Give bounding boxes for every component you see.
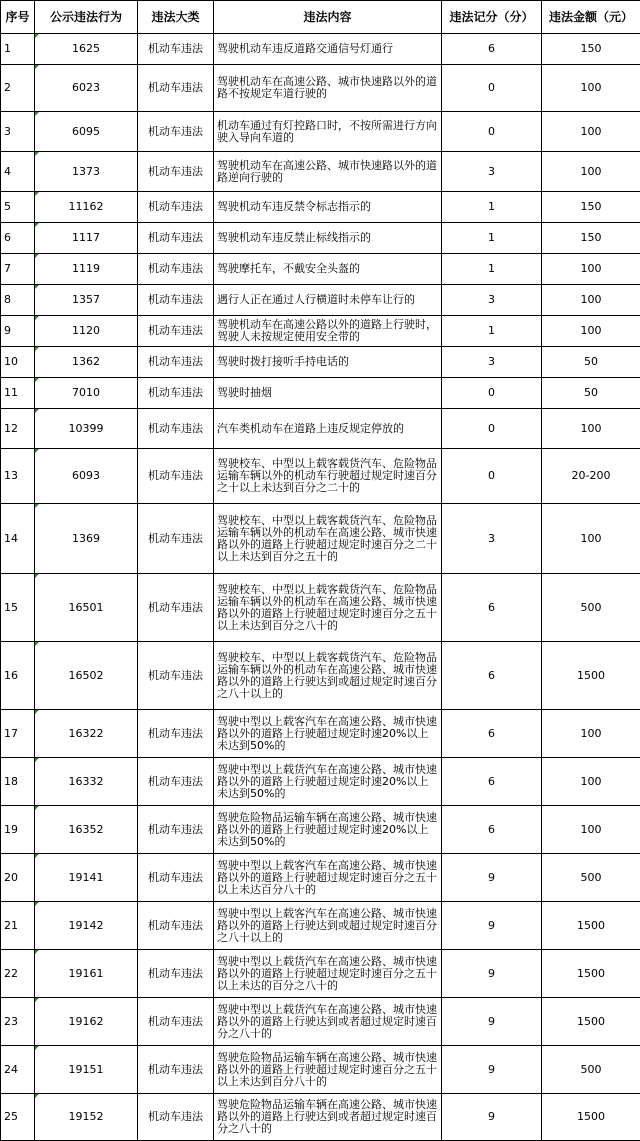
cell-amount: 100 bbox=[542, 504, 640, 574]
cell-code: 1120 bbox=[35, 316, 138, 347]
cell-content: 驾驶危险物品运输车辆在高速公路、城市快速路以外的道路上行驶超过规定时速百分之五十以上未达到百分八十的 bbox=[214, 1046, 442, 1094]
cell-amount: 1500 bbox=[542, 902, 640, 950]
cell-code: 1119 bbox=[35, 254, 138, 285]
cell-code: 16322 bbox=[35, 710, 138, 758]
cell-category: 机动车违法 bbox=[138, 112, 214, 152]
cell-amount: 500 bbox=[542, 574, 640, 642]
cell-content: 汽车类机动车在道路上违反规定停放的 bbox=[214, 409, 442, 449]
cell-amount: 150 bbox=[542, 223, 640, 254]
cell-content: 驾驶危险物品运输车辆在高速公路、城市快速路以外的道路上行驶超过规定时速20%以上未达到50%的 bbox=[214, 806, 442, 854]
cell-code: 1117 bbox=[35, 223, 138, 254]
cell-points: 1 bbox=[442, 254, 542, 285]
header-points: 违法记分（分） bbox=[442, 1, 542, 34]
cell-code: 16501 bbox=[35, 574, 138, 642]
header-seq: 序号 bbox=[1, 1, 35, 34]
cell-seq: 18 bbox=[1, 758, 35, 806]
cell-seq: 15 bbox=[1, 574, 35, 642]
cell-points: 3 bbox=[442, 285, 542, 316]
cell-content: 驾驶机动车违反禁止标线指示的 bbox=[214, 223, 442, 254]
cell-points: 6 bbox=[442, 34, 542, 65]
cell-code: 1369 bbox=[35, 504, 138, 574]
cell-seq: 2 bbox=[1, 65, 35, 112]
cell-seq: 7 bbox=[1, 254, 35, 285]
cell-amount: 150 bbox=[542, 192, 640, 223]
table-header-row bbox=[1, 1, 640, 34]
cell-code: 19142 bbox=[35, 902, 138, 950]
cell-content: 驾驶校车、中型以上载客载货汽车、危险物品运输车辆以外的机动车在高速公路、城市快速路以外的道路上行驶超过规定时速百分之二十以上未达到百分之五十的 bbox=[214, 504, 442, 574]
header-code: 公示违法行为 bbox=[35, 1, 138, 34]
cell-category: 机动车违法 bbox=[138, 758, 214, 806]
table-row bbox=[1, 806, 640, 854]
table-row bbox=[1, 347, 640, 378]
cell-category: 机动车违法 bbox=[138, 285, 214, 316]
table-row bbox=[1, 710, 640, 758]
table-row bbox=[1, 34, 640, 65]
cell-amount: 100 bbox=[542, 409, 640, 449]
table-row bbox=[1, 378, 640, 409]
cell-amount: 100 bbox=[542, 254, 640, 285]
cell-amount: 100 bbox=[542, 806, 640, 854]
cell-category: 机动车违法 bbox=[138, 710, 214, 758]
cell-points: 9 bbox=[442, 1094, 542, 1141]
cell-code: 6093 bbox=[35, 449, 138, 504]
cell-content: 驾驶摩托车，不戴安全头盔的 bbox=[214, 254, 442, 285]
header-content: 违法内容 bbox=[214, 1, 442, 34]
header-category: 违法大类 bbox=[138, 1, 214, 34]
cell-amount: 20-200 bbox=[542, 449, 640, 504]
cell-category: 机动车违法 bbox=[138, 192, 214, 223]
table-row bbox=[1, 152, 640, 192]
cell-content: 驾驶中型以上载客汽车在高速公路、城市快速路以外的道路上行驶达到或超过规定时速百分之八十以上的 bbox=[214, 902, 442, 950]
cell-code: 19151 bbox=[35, 1046, 138, 1094]
cell-category: 机动车违法 bbox=[138, 854, 214, 902]
cell-points: 6 bbox=[442, 806, 542, 854]
cell-content: 驾驶机动车在高速公路以外的道路上行驶时，驾驶人未按规定使用安全带的 bbox=[214, 316, 442, 347]
cell-points: 3 bbox=[442, 152, 542, 192]
cell-amount: 100 bbox=[542, 65, 640, 112]
table-row bbox=[1, 998, 640, 1046]
cell-category: 机动车违法 bbox=[138, 316, 214, 347]
table-row bbox=[1, 950, 640, 998]
cell-content: 驾驶机动车违反禁令标志指示的 bbox=[214, 192, 442, 223]
table-row bbox=[1, 1046, 640, 1094]
cell-code: 1625 bbox=[35, 34, 138, 65]
cell-points: 0 bbox=[442, 378, 542, 409]
cell-points: 6 bbox=[442, 574, 542, 642]
cell-points: 9 bbox=[442, 902, 542, 950]
cell-code: 6095 bbox=[35, 112, 138, 152]
cell-amount: 1500 bbox=[542, 950, 640, 998]
cell-amount: 100 bbox=[542, 758, 640, 806]
cell-amount: 100 bbox=[542, 152, 640, 192]
table-row bbox=[1, 642, 640, 710]
cell-category: 机动车违法 bbox=[138, 254, 214, 285]
cell-code: 1357 bbox=[35, 285, 138, 316]
cell-points: 0 bbox=[442, 112, 542, 152]
cell-content: 驾驶中型以上载货汽车在高速公路、城市快速路以外的道路上行驶超过规定时速20%以上未达到50%的 bbox=[214, 758, 442, 806]
cell-seq: 13 bbox=[1, 449, 35, 504]
cell-points: 0 bbox=[442, 409, 542, 449]
cell-code: 16502 bbox=[35, 642, 138, 710]
cell-seq: 12 bbox=[1, 409, 35, 449]
cell-category: 机动车违法 bbox=[138, 347, 214, 378]
cell-points: 1 bbox=[442, 316, 542, 347]
cell-points: 9 bbox=[442, 998, 542, 1046]
cell-amount: 100 bbox=[542, 316, 640, 347]
cell-content: 驾驶机动车在高速公路、城市快速路以外的道路逆向行驶的 bbox=[214, 152, 442, 192]
table-row bbox=[1, 504, 640, 574]
cell-seq: 25 bbox=[1, 1094, 35, 1141]
cell-content: 驾驶机动车违反道路交通信号灯通行 bbox=[214, 34, 442, 65]
cell-seq: 5 bbox=[1, 192, 35, 223]
cell-content: 驾驶校车、中型以上载客载货汽车、危险物品运输车辆以外的机动车在高速公路、城市快速路以外的道路上行驶达到或超过规定时速百分之八十以上的 bbox=[214, 642, 442, 710]
cell-category: 机动车违法 bbox=[138, 223, 214, 254]
cell-content: 驾驶校车、中型以上载客载货汽车、危险物品运输车辆以外的机动车在高速公路、城市快速路以外的道路上行驶超过规定时速百分之五十以上未达到百分之八十的 bbox=[214, 574, 442, 642]
table-row bbox=[1, 254, 640, 285]
table-row bbox=[1, 449, 640, 504]
cell-points: 0 bbox=[442, 65, 542, 112]
cell-points: 3 bbox=[442, 347, 542, 378]
cell-amount: 50 bbox=[542, 347, 640, 378]
cell-seq: 4 bbox=[1, 152, 35, 192]
cell-category: 机动车违法 bbox=[138, 34, 214, 65]
cell-category: 机动车违法 bbox=[138, 642, 214, 710]
cell-code: 11162 bbox=[35, 192, 138, 223]
cell-category: 机动车违法 bbox=[138, 449, 214, 504]
cell-seq: 24 bbox=[1, 1046, 35, 1094]
cell-category: 机动车违法 bbox=[138, 1094, 214, 1141]
table-row bbox=[1, 902, 640, 950]
cell-amount: 1500 bbox=[542, 642, 640, 710]
cell-points: 0 bbox=[442, 449, 542, 504]
cell-code: 16332 bbox=[35, 758, 138, 806]
cell-amount: 1500 bbox=[542, 998, 640, 1046]
cell-content: 驾驶校车、中型以上载客载货汽车、危险物品运输车辆以外的机动车行驶超过规定时速百分之十以上未达到百分之二十的 bbox=[214, 449, 442, 504]
cell-seq: 8 bbox=[1, 285, 35, 316]
cell-code: 16352 bbox=[35, 806, 138, 854]
cell-points: 9 bbox=[442, 854, 542, 902]
cell-seq: 17 bbox=[1, 710, 35, 758]
cell-content: 驾驶危险物品运输车辆在高速公路、城市快速路以外的道路上行驶达到或者超过规定时速百分之八十的 bbox=[214, 1094, 442, 1141]
table-row bbox=[1, 409, 640, 449]
cell-content: 驾驶中型以上载客汽车在高速公路、城市快速路以外的道路上行驶超过规定时速百分之五十以上未达百分八十的 bbox=[214, 854, 442, 902]
cell-code: 10399 bbox=[35, 409, 138, 449]
cell-content: 驾驶机动车在高速公路、城市快速路以外的道路不按规定车道行驶的 bbox=[214, 65, 442, 112]
cell-seq: 10 bbox=[1, 347, 35, 378]
cell-amount: 100 bbox=[542, 112, 640, 152]
cell-points: 9 bbox=[442, 1046, 542, 1094]
cell-points: 9 bbox=[442, 950, 542, 998]
cell-category: 机动车违法 bbox=[138, 902, 214, 950]
table-row bbox=[1, 192, 640, 223]
cell-seq: 20 bbox=[1, 854, 35, 902]
cell-category: 机动车违法 bbox=[138, 950, 214, 998]
cell-amount: 100 bbox=[542, 285, 640, 316]
cell-code: 19161 bbox=[35, 950, 138, 998]
table-row bbox=[1, 758, 640, 806]
cell-amount: 500 bbox=[542, 1046, 640, 1094]
cell-content: 遇行人正在通过人行横道时未停车让行的 bbox=[214, 285, 442, 316]
cell-amount: 1500 bbox=[542, 1094, 640, 1141]
cell-seq: 21 bbox=[1, 902, 35, 950]
cell-seq: 22 bbox=[1, 950, 35, 998]
cell-code: 19141 bbox=[35, 854, 138, 902]
cell-seq: 19 bbox=[1, 806, 35, 854]
cell-seq: 1 bbox=[1, 34, 35, 65]
cell-category: 机动车违法 bbox=[138, 574, 214, 642]
cell-content: 机动车通过有灯控路口时，不按所需进行方向驶入导向车道的 bbox=[214, 112, 442, 152]
cell-code: 19152 bbox=[35, 1094, 138, 1141]
cell-code: 1362 bbox=[35, 347, 138, 378]
cell-category: 机动车违法 bbox=[138, 806, 214, 854]
cell-content: 驾驶中型以上载货汽车在高速公路、城市快速路以外的道路上行驶达到或者超过规定时速百分之八十的 bbox=[214, 998, 442, 1046]
cell-category: 机动车违法 bbox=[138, 152, 214, 192]
cell-seq: 9 bbox=[1, 316, 35, 347]
cell-points: 6 bbox=[442, 710, 542, 758]
cell-category: 机动车违法 bbox=[138, 378, 214, 409]
cell-seq: 14 bbox=[1, 504, 35, 574]
cell-points: 1 bbox=[442, 223, 542, 254]
table-row bbox=[1, 223, 640, 254]
cell-points: 6 bbox=[442, 758, 542, 806]
cell-amount: 500 bbox=[542, 854, 640, 902]
cell-category: 机动车违法 bbox=[138, 409, 214, 449]
table-row bbox=[1, 1094, 640, 1141]
cell-seq: 16 bbox=[1, 642, 35, 710]
cell-amount: 50 bbox=[542, 378, 640, 409]
cell-seq: 6 bbox=[1, 223, 35, 254]
cell-content: 驾驶中型以上载客汽车在高速公路、城市快速路以外的道路上行驶超过规定时速20%以上未达到50%的 bbox=[214, 710, 442, 758]
cell-points: 3 bbox=[442, 504, 542, 574]
table-row bbox=[1, 854, 640, 902]
table-row bbox=[1, 285, 640, 316]
cell-content: 驾驶中型以上载货汽车在高速公路、城市快速路以外的道路上行驶超过规定时速百分之五十以上未达的百分之八十的 bbox=[214, 950, 442, 998]
cell-points: 1 bbox=[442, 192, 542, 223]
cell-content: 驾驶时抽烟 bbox=[214, 378, 442, 409]
cell-category: 机动车违法 bbox=[138, 65, 214, 112]
cell-seq: 23 bbox=[1, 998, 35, 1046]
cell-code: 7010 bbox=[35, 378, 138, 409]
cell-amount: 150 bbox=[542, 34, 640, 65]
cell-category: 机动车违法 bbox=[138, 504, 214, 574]
table-row bbox=[1, 316, 640, 347]
cell-category: 机动车违法 bbox=[138, 1046, 214, 1094]
cell-code: 6023 bbox=[35, 65, 138, 112]
cell-category: 机动车违法 bbox=[138, 998, 214, 1046]
cell-content: 驾驶时拨打接听手持电话的 bbox=[214, 347, 442, 378]
cell-points: 6 bbox=[442, 642, 542, 710]
cell-code: 19162 bbox=[35, 998, 138, 1046]
header-amount: 违法金额（元） bbox=[542, 1, 640, 34]
cell-seq: 3 bbox=[1, 112, 35, 152]
table-row bbox=[1, 112, 640, 152]
cell-seq: 11 bbox=[1, 378, 35, 409]
cell-amount: 100 bbox=[542, 710, 640, 758]
table-row bbox=[1, 65, 640, 112]
cell-code: 1373 bbox=[35, 152, 138, 192]
table-row bbox=[1, 574, 640, 642]
